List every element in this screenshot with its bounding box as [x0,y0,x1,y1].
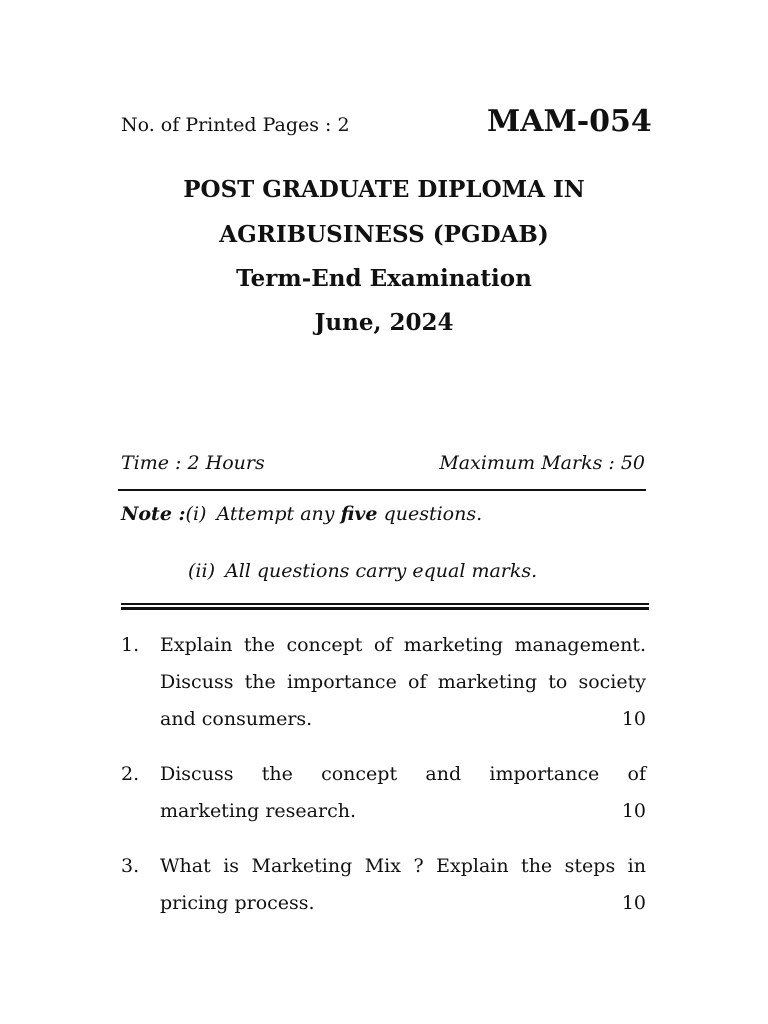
exam-duration: Time : 2 Hours [121,452,265,474]
note-item-1-marker: (i) [185,503,207,525]
course-code: MAM-054 [487,104,652,139]
question-line: What is Marketing Mix ? Explain the steps in [160,855,646,877]
question-line: and consumers. [160,708,313,730]
programme-title-line-1: POST GRADUATE DIPLOMA IN [183,176,585,203]
question-marks: 10 [621,892,646,914]
question-line: Explain the concept of marketing management. [160,634,646,656]
question-line: marketing research. [160,800,356,822]
double-divider-top [121,603,649,605]
note-item-1-text-pre: Attempt any [216,503,335,525]
maximum-marks: Maximum Marks : 50 [439,452,645,474]
question-text [160,855,646,929]
note-item-2 [188,560,537,582]
note-item-2-marker: (ii) [188,560,215,582]
question-line: Discuss the importance of marketing to society [160,671,646,693]
question-last-line [160,800,646,837]
question-number: 1. [121,634,140,656]
note-item-1 [121,503,482,525]
question-number: 3. [121,855,140,877]
exam-date: June, 2024 [314,309,454,336]
question-number: 2. [121,763,140,785]
question-marks: 10 [621,708,646,730]
note-label: Note : [121,503,186,525]
exam-name: Term-End Examination [236,265,532,292]
question-text [160,763,646,837]
question-line: Discuss the concept and importance of [160,763,646,785]
divider-line [118,489,646,491]
double-divider-bottom [121,607,649,610]
programme-title-line-2: AGRIBUSINESS (PGDAB) [219,221,549,248]
printed-pages-count: No. of Printed Pages : 2 [121,114,350,136]
question-line: pricing process. [160,892,315,914]
question-text [160,634,646,745]
question-marks: 10 [621,800,646,822]
note-item-1-text-post: questions. [383,503,483,525]
question-last-line [160,892,646,929]
question-last-line [160,708,646,745]
note-item-2-text: All questions carry equal marks. [224,560,538,582]
note-item-1-emphasis: five [340,503,378,525]
